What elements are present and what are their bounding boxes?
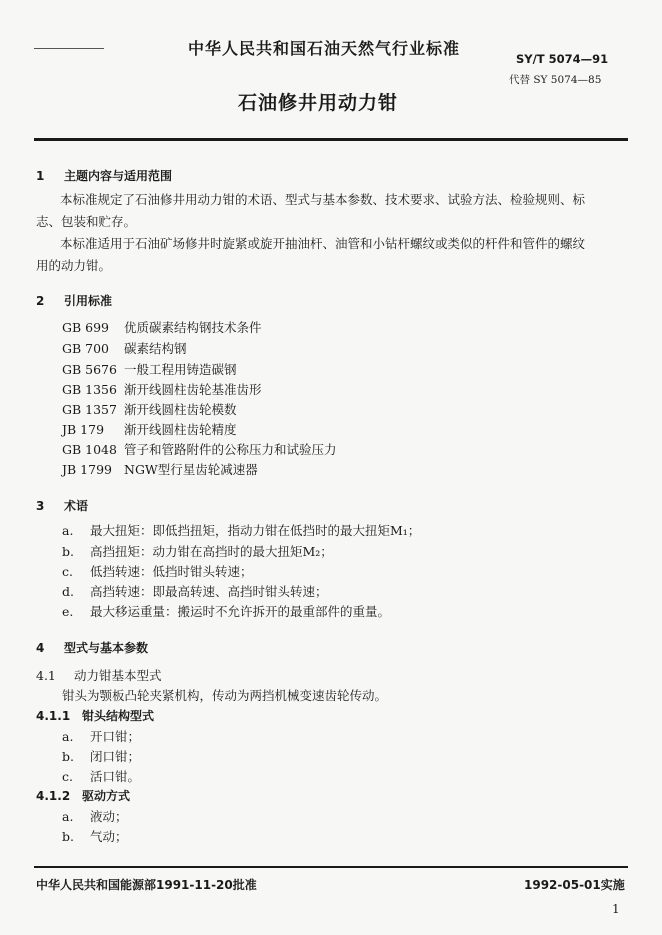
page-number: 1 [612, 902, 620, 916]
section-number: 4 [36, 641, 45, 655]
subsection-title: 动力钳基本型式 [74, 668, 162, 683]
reference-code: GB 1356 [62, 382, 117, 397]
item-text: 液动； [90, 809, 128, 824]
term-item [62, 521, 420, 539]
reference-code: GB 1048 [62, 442, 117, 457]
section-title: 术语 [64, 499, 89, 513]
document-title: 石油修井用动力钳 [238, 92, 399, 114]
structure-item [62, 747, 140, 765]
reference-name: 碳素结构钢 [124, 341, 187, 356]
section-1-heading [36, 167, 172, 184]
bottom-rule [34, 866, 628, 868]
reference-code: GB 5676 [62, 362, 117, 377]
approval-note: 中华人民共和国能源部1991-11-20批准 [36, 878, 257, 892]
term-item [62, 562, 253, 580]
item-text: 开口钳； [90, 729, 141, 744]
reference-name: 渐开线圆柱齿轮模数 [124, 402, 237, 417]
item-text: 高挡扭矩：动力钳在高挡时的最大扭矩M₂； [90, 544, 333, 559]
subsection-4-1-2-heading [36, 787, 130, 804]
section-1-paragraph-1-line-2: 志、包装和贮存。 [36, 214, 137, 229]
replaces-code: 代替 SY 5074—85 [509, 74, 602, 86]
subsection-number: 4.1 [36, 668, 56, 683]
section-3-heading [36, 497, 88, 514]
item-text: 最大扭矩：即低挡扭矩，指动力钳在低挡时的最大扭矩M₁； [90, 523, 421, 538]
item-label: a. [62, 809, 74, 824]
header-dash-line [34, 48, 104, 49]
reference-item [62, 420, 237, 438]
effective-date: 1992-05-01实施 [524, 878, 625, 892]
item-label: c. [62, 769, 73, 784]
section-1-paragraph-2-line-2: 用的动力钳。 [36, 258, 112, 273]
standard-code: SY/T 5074—91 [516, 52, 609, 66]
item-text: 高挡转速：即最高转速、高挡时钳头转速； [90, 584, 328, 599]
item-label: a. [62, 729, 74, 744]
section-title: 引用标准 [64, 294, 113, 308]
reference-code: GB 699 [62, 320, 110, 335]
section-number: 1 [36, 169, 45, 183]
reference-name: 优质碳素结构钢技术条件 [124, 320, 262, 335]
reference-code: GB 1357 [62, 402, 117, 417]
subsection-title: 钳头结构型式 [82, 709, 155, 723]
reference-code: JB 179 [62, 422, 105, 437]
reference-name: 渐开线圆柱齿轮基准齿形 [124, 382, 262, 397]
reference-item [62, 318, 262, 336]
subsection-4-1-text: 钳头为颚板凸轮夹紧机构，传动为两挡机械变速齿轮传动。 [62, 688, 388, 703]
item-text: 闭口钳； [90, 749, 141, 764]
reference-item [62, 400, 237, 418]
reference-item [62, 440, 337, 458]
reference-name: NGW型行星齿轮减速器 [124, 462, 258, 477]
item-text: 低挡转速：低挡时钳头转速； [90, 564, 253, 579]
section-1-paragraph-2-line-1: 本标准适用于石油矿场修井时旋紧或旋开抽油杆、油管和小钻杆螺纹或类似的杆件和管件的螺纹 [60, 236, 586, 251]
section-title: 型式与基本参数 [64, 641, 149, 655]
subsection-4-1-1-heading [36, 707, 154, 724]
reference-name: 一般工程用铸造碳钢 [124, 362, 237, 377]
reference-item [62, 360, 237, 378]
drive-item [62, 827, 128, 845]
item-text: 活口钳。 [90, 769, 141, 784]
item-label: e. [62, 604, 74, 619]
item-text: 最大移运重量：搬运时不允许拆开的最重部件的重量。 [90, 604, 391, 619]
standard-category: 中华人民共和国石油天然气行业标准 [188, 39, 461, 58]
section-4-heading [36, 639, 148, 656]
section-1-paragraph-1-line-1: 本标准规定了石油修井用动力钳的术语、型式与基本参数、技术要求、试验方法、检验规则、标 [60, 192, 586, 207]
reference-name: 管子和管路附件的公称压力和试验压力 [124, 442, 337, 457]
item-label: d. [62, 584, 74, 599]
item-label: b. [62, 829, 74, 844]
term-item [62, 542, 333, 560]
section-number: 2 [36, 294, 45, 308]
reference-item [62, 460, 258, 478]
item-label: a. [62, 523, 74, 538]
structure-item [62, 767, 140, 785]
reference-item [62, 380, 262, 398]
subsection-number: 4.1.2 [36, 789, 71, 803]
section-title: 主题内容与适用范围 [64, 169, 173, 183]
reference-code: GB 700 [62, 341, 110, 356]
section-2-heading [36, 292, 112, 309]
top-rule [34, 138, 628, 141]
structure-item [62, 727, 140, 745]
item-text: 气动； [90, 829, 128, 844]
reference-name: 渐开线圆柱齿轮精度 [124, 422, 237, 437]
subsection-title: 驱动方式 [82, 789, 131, 803]
subsection-4-1-heading [36, 666, 162, 684]
item-label: b. [62, 749, 74, 764]
subsection-number: 4.1.1 [36, 709, 71, 723]
drive-item [62, 807, 128, 825]
term-item [62, 582, 328, 600]
reference-code: JB 1799 [62, 462, 112, 477]
section-number: 3 [36, 499, 45, 513]
reference-item [62, 339, 187, 357]
item-label: c. [62, 564, 73, 579]
term-item [62, 602, 390, 620]
item-label: b. [62, 544, 74, 559]
